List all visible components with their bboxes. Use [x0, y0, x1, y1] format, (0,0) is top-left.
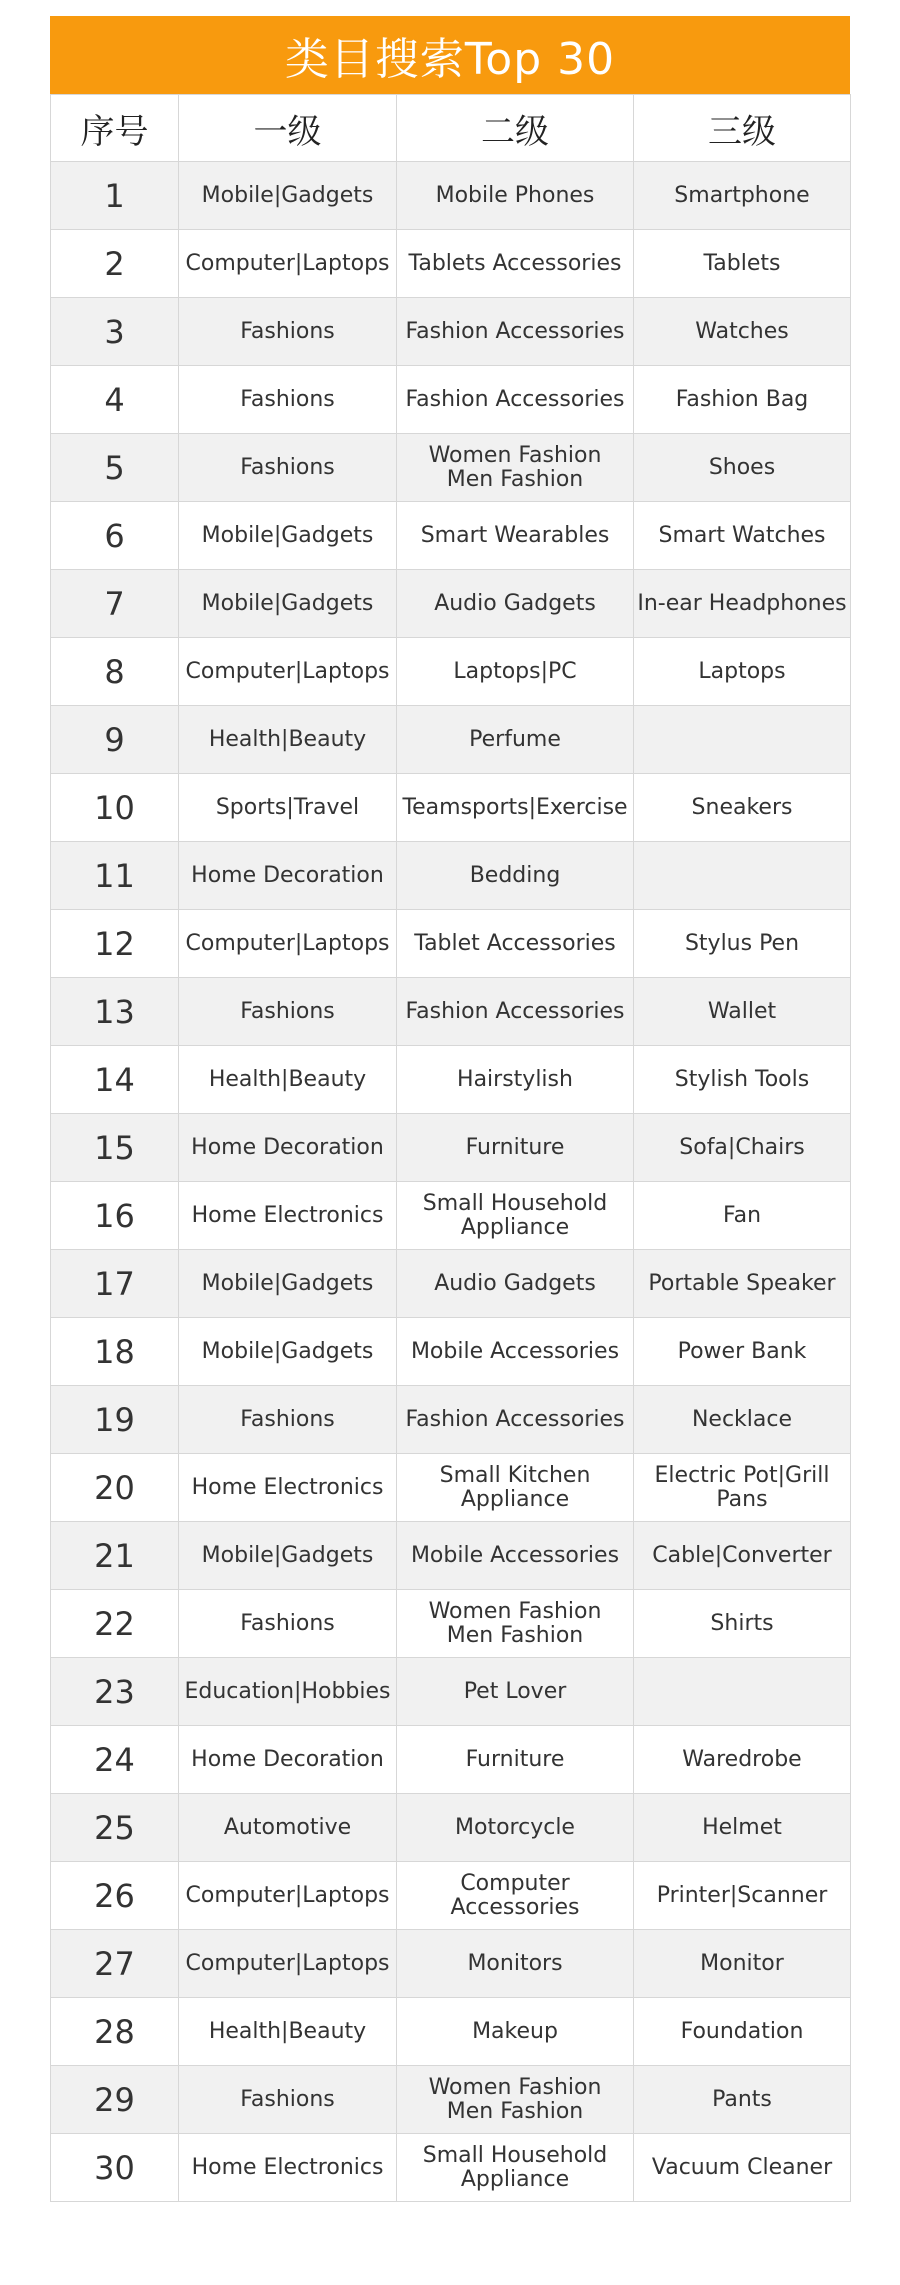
table-row: [51, 1862, 851, 1930]
level3-cell-text: Shoes: [708, 454, 776, 480]
table-row: [51, 1794, 851, 1862]
level2-cell-text: Laptops|PC: [453, 658, 577, 684]
level2-cell: [397, 774, 634, 842]
table-row: [51, 230, 851, 298]
rank-cell: [51, 1250, 179, 1318]
rank-cell-text: 28: [94, 2012, 135, 2051]
level2-cell-text: Mobile Accessories: [410, 1338, 620, 1364]
level1-cell: [179, 1522, 397, 1590]
rank-cell: [51, 2066, 179, 2134]
level1-cell: [179, 1046, 397, 1114]
level3-cell-text: Waredrobe: [682, 1746, 802, 1772]
level1-cell-text: Education|Hobbies: [184, 1678, 391, 1704]
level2-cell-text: Furniture: [465, 1746, 565, 1772]
level1-cell-text: Mobile|Gadgets: [201, 1270, 374, 1296]
rank-cell-text: 26: [94, 1876, 135, 1915]
level3-cell-text: Stylish Tools: [674, 1066, 810, 1092]
level1-cell-text: Mobile|Gadgets: [201, 182, 374, 208]
rank-cell: [51, 1182, 179, 1250]
level2-cell: [397, 434, 634, 502]
level1-cell-text: Fashions: [240, 2086, 335, 2112]
table-row: [51, 366, 851, 434]
level1-cell: [179, 842, 397, 910]
level1-cell-text: Computer|Laptops: [185, 1882, 390, 1908]
level2-cell: [397, 1046, 634, 1114]
level3-cell-text: Electric Pot|Grill Pans: [654, 1462, 830, 1512]
level1-cell-text: Home Electronics: [191, 2154, 384, 2180]
rank-cell-text: 16: [94, 1196, 135, 1235]
rank-cell: [51, 2134, 179, 2202]
table-row: [51, 502, 851, 570]
table-row: [51, 570, 851, 638]
rank-cell: [51, 1658, 179, 1726]
rank-cell-text: 10: [94, 788, 135, 827]
level1-cell-text: Fashions: [240, 454, 335, 480]
level1-cell-text: Home Decoration: [191, 862, 384, 888]
level2-cell: [397, 1590, 634, 1658]
rank-cell: [51, 570, 179, 638]
level2-cell-text: Small Kitchen Appliance: [439, 1462, 591, 1512]
table-row: [51, 434, 851, 502]
level3-cell: [634, 162, 851, 230]
rank-cell-text: 17: [94, 1264, 135, 1303]
level3-cell-text: Shirts: [710, 1610, 774, 1636]
level3-cell-text: Monitor: [700, 1950, 784, 1976]
level3-cell: [634, 910, 851, 978]
rank-cell: [51, 638, 179, 706]
level1-cell: [179, 298, 397, 366]
table-row: [51, 1250, 851, 1318]
rank-cell: [51, 162, 179, 230]
rank-cell-text: 3: [104, 312, 125, 351]
level3-cell: [634, 978, 851, 1046]
rank-cell: [51, 230, 179, 298]
level2-cell-text: Fashion Accessories: [405, 998, 625, 1024]
level2-cell: [397, 570, 634, 638]
level3-cell: [634, 1454, 851, 1522]
level2-cell: [397, 1862, 634, 1930]
level2-cell-text: Mobile Phones: [435, 182, 595, 208]
level2-cell: [397, 1250, 634, 1318]
header-rank: 序号: [51, 95, 179, 162]
level3-cell: [634, 1318, 851, 1386]
level1-cell-text: Fashions: [240, 318, 335, 344]
rank-cell: [51, 1930, 179, 1998]
level1-cell-text: Home Decoration: [191, 1746, 384, 1772]
level3-cell-text: Smart Watches: [658, 522, 826, 548]
level3-cell: [634, 2134, 851, 2202]
rank-cell-text: 6: [104, 516, 125, 555]
level1-cell: [179, 706, 397, 774]
level1-cell-text: Automotive: [223, 1814, 352, 1840]
table-body: [51, 162, 851, 2202]
level3-cell-text: Fashion Bag: [675, 386, 809, 412]
table-row: [51, 978, 851, 1046]
rank-cell-text: 23: [94, 1672, 135, 1711]
rank-cell-text: 25: [94, 1808, 135, 1847]
level1-cell: [179, 1726, 397, 1794]
header-level2: 二级: [397, 95, 634, 162]
level1-cell: [179, 978, 397, 1046]
level3-cell: [634, 1386, 851, 1454]
level1-cell: [179, 1590, 397, 1658]
level3-cell-text: Printer|Scanner: [656, 1882, 828, 1908]
level3-cell-text: Wallet: [707, 998, 777, 1024]
level1-cell: [179, 1114, 397, 1182]
level2-cell: [397, 1726, 634, 1794]
level3-cell: [634, 1794, 851, 1862]
level2-cell-text: Tablets Accessories: [408, 250, 622, 276]
level2-cell-text: Teamsports|Exercise: [402, 794, 628, 820]
level2-cell-text: Computer Accessories: [450, 1870, 580, 1920]
level1-cell-text: Health|Beauty: [208, 2018, 367, 2044]
level1-cell-text: Fashions: [240, 1406, 335, 1432]
level3-cell-text: Pants: [712, 2086, 772, 2112]
level2-cell: [397, 1794, 634, 1862]
level1-cell-text: Mobile|Gadgets: [201, 590, 374, 616]
table-row: [51, 1182, 851, 1250]
level1-cell: [179, 1250, 397, 1318]
rank-cell: [51, 1794, 179, 1862]
level1-cell-text: Computer|Laptops: [185, 658, 390, 684]
rank-cell-text: 5: [104, 448, 125, 487]
table-row: [51, 2066, 851, 2134]
level2-cell-text: Monitors: [467, 1950, 563, 1976]
table-title: 类目搜索Top 30: [50, 16, 850, 94]
level3-cell: [634, 1182, 851, 1250]
level1-cell-text: Home Electronics: [191, 1474, 384, 1500]
table-row: [51, 1114, 851, 1182]
level1-cell: [179, 638, 397, 706]
level3-cell-text: Stylus Pen: [684, 930, 800, 956]
level1-cell: [179, 570, 397, 638]
table-row: [51, 1318, 851, 1386]
level1-cell: [179, 910, 397, 978]
rank-cell: [51, 298, 179, 366]
rank-cell: [51, 706, 179, 774]
level1-cell-text: Computer|Laptops: [185, 1950, 390, 1976]
rank-cell-text: 2: [104, 244, 125, 283]
level3-cell: [634, 638, 851, 706]
table-row: [51, 1454, 851, 1522]
level2-cell: [397, 706, 634, 774]
level2-cell-text: Tablet Accessories: [414, 930, 616, 956]
rank-cell: [51, 774, 179, 842]
rank-cell: [51, 1862, 179, 1930]
rank-cell-text: 11: [94, 856, 135, 895]
level2-cell: [397, 162, 634, 230]
level3-cell-text: Vacuum Cleaner: [651, 2154, 833, 2180]
level1-cell: [179, 2066, 397, 2134]
level3-cell-text: Foundation: [680, 2018, 804, 2044]
rank-cell-text: 27: [94, 1944, 135, 1983]
rank-cell-text: 20: [94, 1468, 135, 1507]
level3-cell: [634, 1658, 851, 1726]
level2-cell: [397, 978, 634, 1046]
level2-cell: [397, 1998, 634, 2066]
level2-cell-text: Makeup: [472, 2018, 558, 2044]
rank-cell-text: 21: [94, 1536, 135, 1575]
level1-cell: [179, 1794, 397, 1862]
level3-cell: [634, 1998, 851, 2066]
level1-cell-text: Fashions: [240, 998, 335, 1024]
level3-cell: [634, 366, 851, 434]
level3-cell: [634, 1590, 851, 1658]
rank-cell-text: 30: [94, 2148, 135, 2187]
rank-cell: [51, 1114, 179, 1182]
level3-cell: [634, 502, 851, 570]
level3-cell: [634, 1930, 851, 1998]
level2-cell: [397, 1182, 634, 1250]
level3-cell: [634, 1862, 851, 1930]
rank-cell-text: 15: [94, 1128, 135, 1167]
level3-cell-text: Power Bank: [677, 1338, 807, 1364]
level3-cell: [634, 298, 851, 366]
table-row: [51, 298, 851, 366]
level2-cell: [397, 1318, 634, 1386]
table-row: [51, 1046, 851, 1114]
level1-cell: [179, 434, 397, 502]
level2-cell-text: Fashion Accessories: [405, 386, 625, 412]
level2-cell: [397, 910, 634, 978]
level2-cell: [397, 638, 634, 706]
table-row: [51, 910, 851, 978]
level3-cell-text: Watches: [695, 318, 789, 344]
level2-cell: [397, 1522, 634, 1590]
level2-cell-text: Audio Gadgets: [434, 1270, 596, 1296]
level3-cell-text: In-ear Headphones: [637, 590, 847, 616]
level1-cell: [179, 230, 397, 298]
level2-cell: [397, 230, 634, 298]
level2-cell: [397, 1930, 634, 1998]
level1-cell: [179, 1318, 397, 1386]
level2-cell-text: Women Fashion Men Fashion: [428, 2074, 602, 2124]
level1-cell-text: Health|Beauty: [208, 726, 367, 752]
level3-cell: [634, 1726, 851, 1794]
header-row: [51, 95, 851, 162]
table-row: [51, 774, 851, 842]
level2-cell: [397, 502, 634, 570]
level3-cell-text: Portable Speaker: [648, 1270, 836, 1296]
level3-cell-text: Tablets: [703, 250, 781, 276]
table-row: [51, 638, 851, 706]
level1-cell-text: Sports|Travel: [215, 794, 360, 820]
rank-cell-text: 8: [104, 652, 125, 691]
level2-cell: [397, 1658, 634, 1726]
table-row: [51, 1522, 851, 1590]
rank-cell: [51, 910, 179, 978]
level3-cell: [634, 1522, 851, 1590]
level3-cell: [634, 1250, 851, 1318]
level1-cell: [179, 774, 397, 842]
table-row: [51, 1590, 851, 1658]
rank-cell: [51, 1998, 179, 2066]
level1-cell: [179, 1182, 397, 1250]
level3-cell-text: Necklace: [691, 1406, 793, 1432]
rank-cell: [51, 502, 179, 570]
level3-cell: [634, 842, 851, 910]
level1-cell: [179, 502, 397, 570]
level1-cell-text: Computer|Laptops: [185, 250, 390, 276]
level3-cell-text: Sofa|Chairs: [679, 1134, 805, 1160]
category-table: [50, 94, 851, 2202]
rank-cell: [51, 1318, 179, 1386]
level2-cell-text: Audio Gadgets: [434, 590, 596, 616]
level2-cell-text: Fashion Accessories: [405, 318, 625, 344]
rank-cell: [51, 978, 179, 1046]
level3-cell-text: Sneakers: [691, 794, 793, 820]
level3-cell: [634, 1114, 851, 1182]
level2-cell-text: Mobile Accessories: [410, 1542, 620, 1568]
level1-cell-text: Mobile|Gadgets: [201, 522, 374, 548]
rank-cell-text: 4: [104, 380, 125, 419]
level1-cell: [179, 1930, 397, 1998]
level1-cell: [179, 366, 397, 434]
table-row: [51, 1930, 851, 1998]
level2-cell-text: Bedding: [469, 862, 561, 888]
table-row: [51, 1998, 851, 2066]
rank-cell: [51, 1522, 179, 1590]
level3-cell-text: Smartphone: [674, 182, 810, 208]
rank-cell-text: 14: [94, 1060, 135, 1099]
level1-cell-text: Home Decoration: [191, 1134, 384, 1160]
level2-cell-text: Women Fashion Men Fashion: [428, 1598, 602, 1648]
level1-cell-text: Fashions: [240, 1610, 335, 1636]
level3-cell: [634, 570, 851, 638]
level1-cell: [179, 1658, 397, 1726]
level3-cell-text: Cable|Converter: [652, 1542, 832, 1568]
table-row: [51, 1726, 851, 1794]
rank-cell-text: 9: [104, 720, 125, 759]
rank-cell-text: 18: [94, 1332, 135, 1371]
level2-cell: [397, 842, 634, 910]
category-ranking-sheet: [50, 16, 850, 2202]
level2-cell: [397, 1454, 634, 1522]
rank-cell-text: 22: [94, 1604, 135, 1643]
level1-cell-text: Health|Beauty: [208, 1066, 367, 1092]
rank-cell: [51, 1386, 179, 1454]
level3-cell: [634, 1046, 851, 1114]
level3-cell-text: Helmet: [702, 1814, 782, 1840]
header-level3: 三级: [634, 95, 851, 162]
level2-cell-text: Small Household Appliance: [422, 1190, 608, 1240]
level2-cell-text: Smart Wearables: [420, 522, 610, 548]
level2-cell-text: Hairstylish: [457, 1066, 573, 1092]
level1-cell: [179, 1998, 397, 2066]
rank-cell-text: 1: [104, 176, 125, 215]
table-row: [51, 706, 851, 774]
level3-cell: [634, 706, 851, 774]
level2-cell: [397, 1386, 634, 1454]
level2-cell: [397, 1114, 634, 1182]
level1-cell-text: Mobile|Gadgets: [201, 1542, 374, 1568]
level2-cell-text: Perfume: [469, 726, 561, 752]
rank-cell: [51, 366, 179, 434]
level2-cell-text: Pet Lover: [463, 1678, 567, 1704]
rank-cell-text: 24: [94, 1740, 135, 1779]
level2-cell-text: Small Household Appliance: [422, 2142, 608, 2192]
level2-cell: [397, 2066, 634, 2134]
level3-cell: [634, 774, 851, 842]
level1-cell-text: Fashions: [240, 386, 335, 412]
level2-cell: [397, 298, 634, 366]
table-row: [51, 842, 851, 910]
level3-cell: [634, 434, 851, 502]
rank-cell-text: 7: [104, 584, 125, 623]
level1-cell-text: Home Electronics: [191, 1202, 384, 1228]
table-row: [51, 1658, 851, 1726]
rank-cell: [51, 1454, 179, 1522]
rank-cell-text: 12: [94, 924, 135, 963]
level1-cell: [179, 1386, 397, 1454]
table-row: [51, 1386, 851, 1454]
rank-cell: [51, 1726, 179, 1794]
header-level1: 一级: [179, 95, 397, 162]
rank-cell: [51, 842, 179, 910]
level1-cell: [179, 2134, 397, 2202]
level3-cell: [634, 2066, 851, 2134]
rank-cell-text: 19: [94, 1400, 135, 1439]
level2-cell-text: Women Fashion Men Fashion: [428, 442, 602, 492]
level3-cell: [634, 230, 851, 298]
level3-cell-text: Laptops: [698, 658, 786, 684]
table-row: [51, 162, 851, 230]
level3-cell-text: Fan: [722, 1202, 762, 1228]
level2-cell-text: Motorcycle: [455, 1814, 575, 1840]
level2-cell-text: Furniture: [465, 1134, 565, 1160]
level2-cell-text: Fashion Accessories: [405, 1406, 625, 1432]
level1-cell: [179, 1454, 397, 1522]
table-row: [51, 2134, 851, 2202]
level1-cell-text: Computer|Laptops: [185, 930, 390, 956]
level1-cell: [179, 162, 397, 230]
level1-cell: [179, 1862, 397, 1930]
rank-cell: [51, 1046, 179, 1114]
rank-cell-text: 13: [94, 992, 135, 1031]
rank-cell-text: 29: [94, 2080, 135, 2119]
rank-cell: [51, 1590, 179, 1658]
rank-cell: [51, 434, 179, 502]
level2-cell: [397, 366, 634, 434]
level2-cell: [397, 2134, 634, 2202]
level1-cell-text: Mobile|Gadgets: [201, 1338, 374, 1364]
